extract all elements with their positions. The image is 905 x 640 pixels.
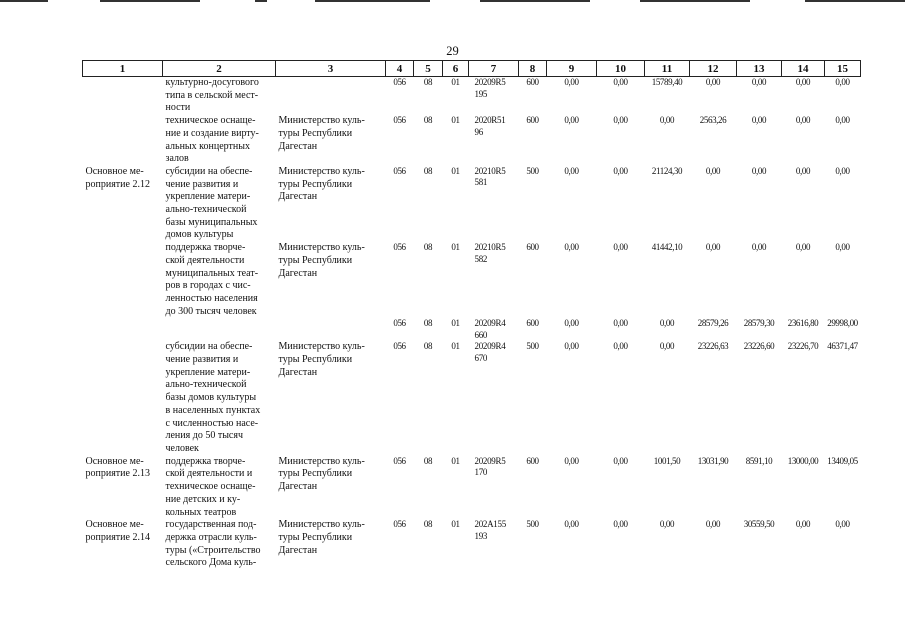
description: культурно-досугового типа в сельской мест- ности: [165, 77, 259, 114]
amount-2024: 23226,70: [787, 341, 819, 352]
executor: [276, 318, 386, 341]
description: поддержка творче- ской деятельности муниципальных теат- ров в городах с чис- ленностью населения до 300 тысяч человек: [165, 242, 259, 317]
amount-2025: 0,00: [835, 242, 850, 253]
measure-name: Основное ме- роприятие 2.14: [85, 519, 150, 543]
measure-name: Основное ме- роприятие 2.12: [85, 165, 150, 190]
amount-2019: 0,00: [564, 341, 579, 352]
amount-2022: 0,00: [705, 242, 721, 253]
expense-type: 600: [526, 455, 539, 466]
top-rule: [0, 0, 48, 2]
section-code: 08: [423, 115, 433, 126]
top-rule: [255, 0, 267, 2]
table-row: [83, 115, 861, 166]
top-rule: [640, 0, 750, 2]
table-row: [83, 341, 861, 455]
measure-name: [83, 77, 163, 116]
executor: [276, 77, 386, 116]
grbs-code: 056: [393, 115, 406, 126]
amount-2022: 0,00: [705, 165, 721, 176]
target-article: 20209R4 660: [474, 318, 506, 340]
grbs-code: 056: [393, 77, 406, 87]
top-rule: [805, 0, 905, 2]
amount-2020: 0,00: [613, 519, 628, 530]
top-rule: [480, 0, 590, 2]
description: [163, 318, 276, 341]
amount-2021: 0,00: [659, 115, 675, 126]
column-header-10: 10: [597, 61, 645, 77]
page-number: 29: [446, 44, 459, 58]
amount-2020: 0,00: [613, 165, 628, 176]
budget-table: [82, 60, 861, 570]
amount-2023: 0,00: [751, 115, 767, 126]
column-header-8: 8: [519, 61, 547, 77]
column-header-15: 15: [825, 61, 861, 77]
amount-2020: 0,00: [613, 77, 628, 87]
amount-2020: 0,00: [613, 455, 628, 466]
amount-2023: 0,00: [751, 77, 767, 87]
amount-2023: 23226,60: [743, 341, 775, 352]
measure-name: [83, 115, 163, 166]
target-article: 20209R4 670: [474, 341, 506, 363]
section-code: 08: [423, 77, 433, 87]
executor: Министерство куль- туры Республики Дагестан: [278, 455, 365, 493]
amount-2020: 0,00: [613, 341, 628, 352]
section-code: 08: [423, 519, 433, 530]
executor: Министерство куль- туры Республики Дагестан: [278, 341, 365, 378]
amount-2020: 0,00: [613, 115, 628, 126]
column-header-13: 13: [737, 61, 782, 77]
expense-type: 500: [526, 165, 539, 176]
table-row: [83, 456, 861, 520]
amount-2024: 0,00: [795, 165, 811, 176]
amount-2019: 0,00: [564, 77, 579, 87]
amount-2021: 0,00: [659, 519, 675, 530]
expense-type: 600: [526, 77, 539, 87]
column-header-7: 7: [469, 61, 519, 77]
subsection-code: 01: [451, 341, 460, 352]
amount-2021: 21124,30: [651, 165, 683, 176]
target-article: 202A155 193: [474, 519, 506, 541]
column-header-2: 2: [163, 61, 276, 77]
column-header-5: 5: [414, 61, 443, 77]
amount-2025: 29998,00: [827, 318, 858, 329]
expense-type: 500: [526, 519, 539, 530]
subsection-code: 01: [451, 318, 460, 329]
amount-2025: 0,00: [835, 115, 850, 126]
amount-2020: 0,00: [613, 242, 628, 253]
expense-type: 600: [526, 115, 539, 126]
amount-2024: 0,00: [795, 242, 811, 253]
section-code: 08: [423, 318, 433, 329]
subsection-code: 01: [451, 115, 460, 126]
amount-2025: 0,00: [835, 519, 850, 530]
measure-name: [83, 341, 163, 455]
amount-2019: 0,00: [564, 519, 579, 530]
column-header-11: 11: [645, 61, 690, 77]
amount-2023: 0,00: [751, 242, 767, 253]
amount-2021: 0,00: [659, 318, 675, 329]
amount-2025: 0,00: [835, 77, 850, 87]
amount-2025: 46371,47: [827, 341, 858, 352]
amount-2021: 41442,10: [651, 242, 683, 253]
amount-2021: 0,00: [659, 341, 675, 352]
subsection-code: 01: [451, 242, 460, 253]
table-header-row: [83, 61, 861, 77]
subsection-code: 01: [451, 519, 460, 530]
amount-2022: 0,00: [705, 519, 721, 530]
top-rule: [100, 0, 200, 2]
top-rule: [315, 0, 430, 2]
description: государственная под- держка отрасли куль- туры («Строительство сельского Дома куль-: [165, 519, 261, 569]
subsection-code: 01: [451, 77, 460, 87]
column-header-3: 3: [276, 61, 386, 77]
measure-name: [83, 242, 163, 318]
description: субсидии на обеспе- чение развития и укрепление матери- ально-технической базы муниципальных домов культуры: [165, 165, 258, 241]
executor: Министерство куль- туры Республики Дагестан: [278, 519, 365, 556]
amount-2021: 1001,50: [653, 455, 681, 466]
expense-type: 600: [526, 318, 539, 329]
column-header-9: 9: [547, 61, 597, 77]
section-code: 08: [423, 341, 433, 352]
amount-2019: 0,00: [564, 318, 579, 329]
target-article: 20209R5 170: [474, 455, 506, 478]
column-header-4: 4: [386, 61, 414, 77]
table-row: [83, 77, 861, 116]
expense-type: 600: [526, 242, 539, 253]
amount-2023: 8591,10: [745, 455, 773, 466]
amount-2022: 2563,26: [699, 115, 727, 126]
amount-2022: 0,00: [705, 77, 721, 87]
amount-2024: 0,00: [795, 519, 811, 530]
section-code: 08: [423, 455, 433, 466]
subsection-code: 01: [451, 165, 460, 176]
column-header-1: 1: [83, 61, 163, 77]
description: поддержка творче- ской деятельности и техническое оснаще- ние детских и ку- кольных театров: [165, 455, 256, 518]
column-header-14: 14: [782, 61, 825, 77]
amount-2019: 0,00: [564, 242, 579, 253]
grbs-code: 056: [393, 318, 406, 329]
amount-2022: 13031,90: [697, 455, 729, 466]
grbs-code: 056: [393, 519, 406, 530]
table-row: [83, 519, 861, 570]
section-code: 08: [423, 242, 433, 253]
amount-2022: 23226,63: [697, 341, 729, 352]
expense-type: 500: [526, 341, 539, 352]
executor: Министерство куль- туры Республики Дагестан: [278, 242, 365, 279]
column-header-12: 12: [690, 61, 737, 77]
executor: Министерство куль- туры Республики Дагестан: [278, 165, 365, 203]
amount-2019: 0,00: [564, 165, 579, 176]
amount-2024: 13000,00: [787, 455, 819, 466]
amount-2024: 0,00: [795, 77, 811, 87]
grbs-code: 056: [393, 455, 406, 466]
section-code: 08: [423, 165, 433, 176]
measure-name: Основное ме- роприятие 2.13: [85, 455, 150, 480]
executor: Министерство куль- туры Республики Дагестан: [278, 115, 365, 152]
amount-2023: 0,00: [751, 165, 767, 176]
amount-2019: 0,00: [564, 455, 579, 466]
grbs-code: 056: [393, 242, 406, 253]
amount-2023: 28579,30: [743, 318, 775, 329]
target-article: 20210R5 581: [474, 165, 506, 188]
column-header-6: 6: [443, 61, 469, 77]
amount-2025: 0,00: [835, 165, 850, 176]
description: субсидии на обеспе- чение развития и укрепление матери- ально-технической базы домов культуры в населенных пунктах с численностью насе- ления до 50 тысяч человек: [165, 341, 261, 454]
target-article: 2020R51 96: [474, 115, 506, 137]
amount-2023: 30559,50: [743, 519, 775, 530]
amount-2019: 0,00: [564, 115, 579, 126]
amount-2024: 23616,80: [787, 318, 819, 329]
amount-2024: 0,00: [795, 115, 811, 126]
target-article: 20210R5 582: [474, 242, 506, 264]
amount-2022: 28579,26: [697, 318, 729, 329]
table-row: [83, 242, 861, 318]
amount-2021: 15789,40: [651, 77, 683, 87]
subsection-code: 01: [451, 455, 460, 466]
grbs-code: 056: [393, 165, 406, 176]
description: техническое оснаще- ние и создание вирту- альных концертных залов: [165, 115, 259, 165]
table-row: [83, 318, 861, 341]
amount-2020: 0,00: [613, 318, 628, 329]
target-article: 20209R5 195: [474, 77, 506, 99]
amount-2025: 13409,05: [827, 455, 858, 466]
table-row: [83, 166, 861, 242]
measure-name: [83, 318, 163, 341]
grbs-code: 056: [393, 341, 406, 352]
